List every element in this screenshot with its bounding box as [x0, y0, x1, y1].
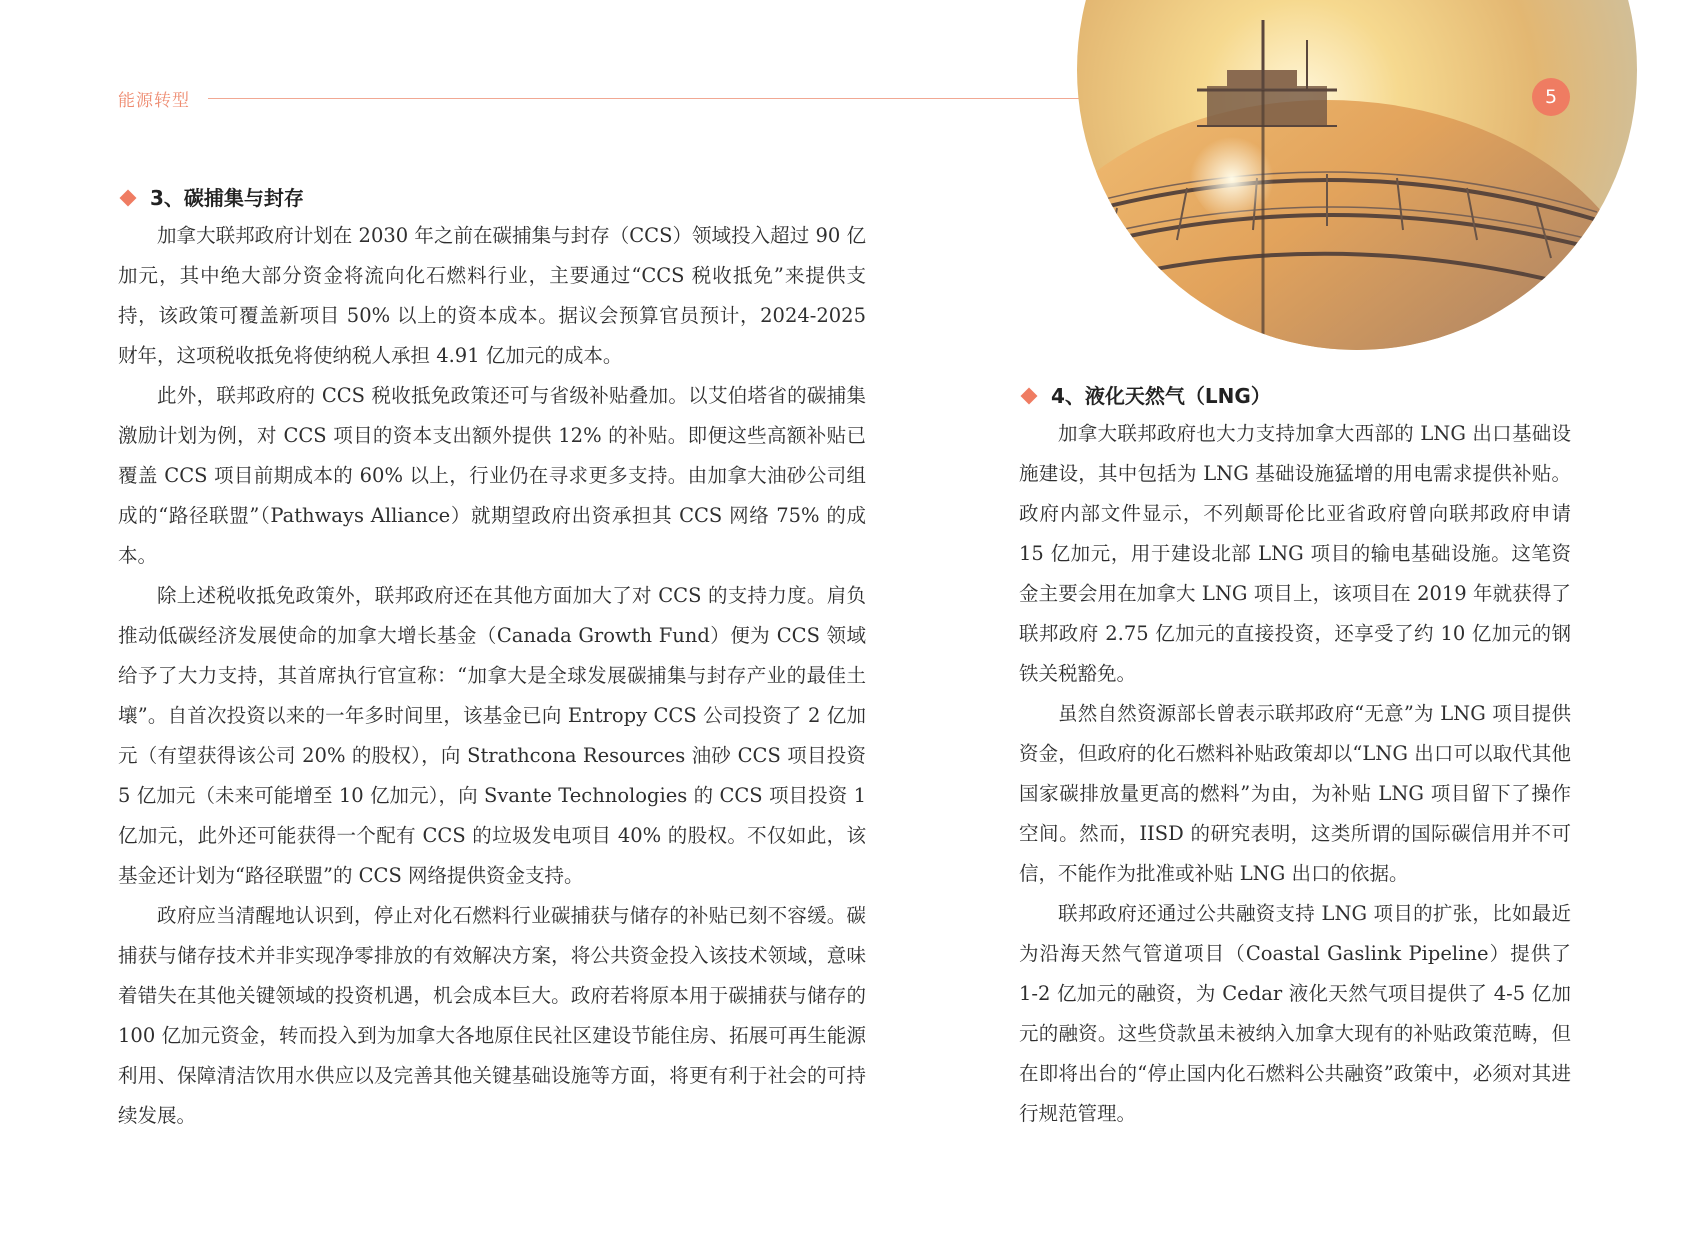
section-heading-ccs [118, 182, 866, 214]
left-column [118, 182, 866, 1136]
diamond-bullet-icon [120, 190, 137, 207]
paragraph: 加拿大联邦政府也大力支持加拿大西部的 LNG 出口基础设施建设，其中包括为 LNG 基础设施猛增的用电需求提供补贴。政府内部文件显示，不列颠哥伦比亚省政府曾向联邦政府申请 15 亿加元，用于建设北部 LNG 项目的输电基础设施。这笔资金主要会用在加拿大 LNG 项目上，该项目在 2019 年就获得了联邦政府 2.75 亿加元的直接投资，还享受了约 10 亿加元的钢铁关税豁免。 [1019, 422, 1571, 685]
section-heading-text: 4、液化天然气（LNG） [1051, 384, 1271, 408]
page-number: 5 [1532, 78, 1570, 116]
paragraph: 联邦政府还通过公共融资支持 LNG 项目的扩张，比如最近为沿海天然气管道项目（Coastal Gaslink Pipeline）提供了 1-2 亿加元的融资，为 Cedar 液化天然气项目提供了 4-5 亿加元的融资。这些贷款虽未被纳入加拿大现有的补贴政策范畴，但在即将出台的“停止国内化石燃料公共融资”政策中，必须对其进行规范管理。 [1019, 902, 1571, 1125]
paragraph: 此外，联邦政府的 CCS 税收抵免政策还可与省级补贴叠加。以艾伯塔省的碳捕集激励计划为例，对 CCS 项目的资本支出额外提供 12% 的补贴。即便这些高额补贴已覆盖 CCS 项目前期成本的 60% 以上，行业仍在寻求更多支持。由加拿大油砂公司组成的“路径联盟”（Pathways Alliance）就期望政府出资承担其 CCS 网络 75% 的成本。 [118, 384, 866, 567]
paragraph: 虽然自然资源部长曾表示联邦政府“无意”为 LNG 项目提供资金，但政府的化石燃料补贴政策却以“LNG 出口可以取代其他国家碳排放量更高的燃料”为由，为补贴 LNG 项目留下了操作空间。然而，IISD 的研究表明，这类所谓的国际碳信用并不可信，不能作为批准或补贴 LNG 出口的依据。 [1019, 702, 1571, 885]
diamond-bullet-icon [1021, 388, 1038, 405]
section-heading-lng [1019, 380, 1571, 412]
right-column [1019, 380, 1571, 1134]
section-label: 能源转型 [118, 91, 190, 111]
gas-storage-tank-photo [1077, 0, 1637, 350]
paragraph: 政府应当清醒地认识到，停止对化石燃料行业碳捕获与储存的补贴已刻不容缓。碳捕获与储存技术并非实现净零排放的有效解决方案，将公共资金投入该技术领域，意味着错失在其他关键领域的投资机遇，机会成本巨大。政府若将原本用于碳捕获与储存的 100 亿加元资金，转而投入到为加拿大各地原住民社区建设节能住房、拓展可再生能源利用、保障清洁饮用水供应以及完善其他关键基础设施等方面，将更有利于社会的可持续发展。 [118, 904, 866, 1127]
gas-storage-tank-icon [1077, 0, 1637, 350]
paragraph: 除上述税收抵免政策外，联邦政府还在其他方面加大了对 CCS 的支持力度。肩负推动低碳经济发展使命的加拿大增长基金（Canada Growth Fund）便为 CCS 领域给予了大力支持，其首席执行官宣称：“加拿大是全球发展碳捕集与封存产业的最佳土壤”。自首次投资以来的一年多时间里，该基金已向 Entropy CCS 公司投资了 2 亿加元（有望获得该公司 20% 的股权），向 Strathcona Resources 油砂 CCS 项目投资 5 亿加元（未来可能增至 10 亿加元），向 Svante Technologies 的 CCS 项目投资 1 亿加元，此外还可能获得一个配有 CCS 的垃圾发电项目 40% 的股权。不仅如此，该基金还计划为“路径联盟”的 CCS 网络提供资金支持。 [118, 584, 866, 887]
paragraph: 加拿大联邦政府计划在 2030 年之前在碳捕集与封存（CCS）领域投入超过 90 亿加元，其中绝大部分资金将流向化石燃料行业，主要通过“CCS 税收抵免”来提供支持，该政策可覆盖新项目 50% 以上的资本成本。据议会预算官员预计，2024-2025 财年，这项税收抵免将使纳税人承担 4.91 亿加元的成本。 [118, 224, 866, 367]
section-heading-text: 3、碳捕集与封存 [150, 186, 304, 210]
